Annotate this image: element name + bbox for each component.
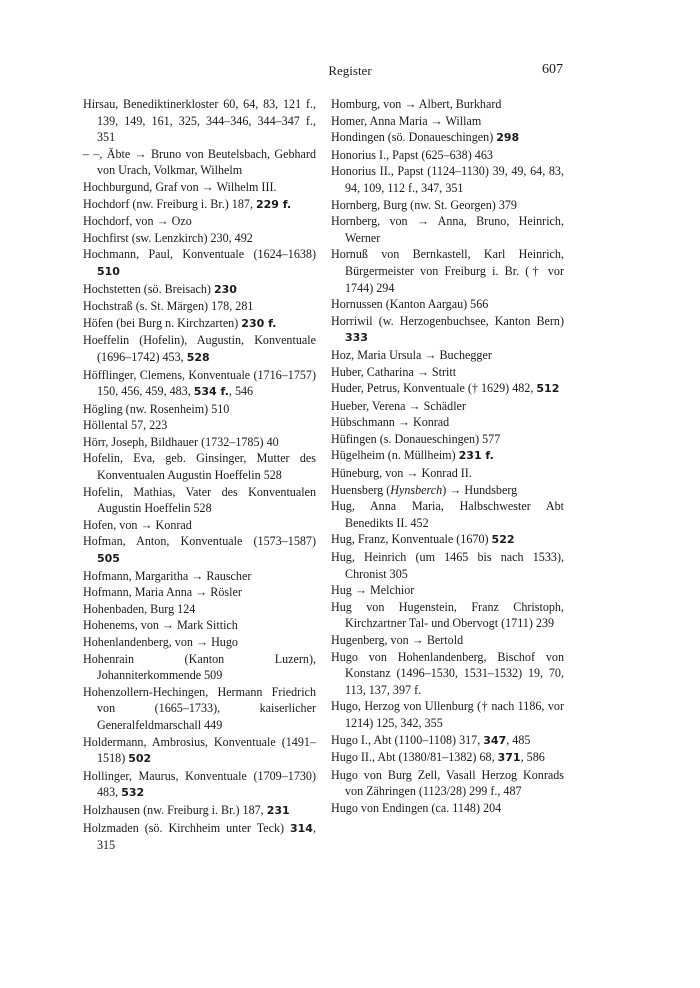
index-entry: Hofen, von → Konrad xyxy=(83,517,192,532)
index-column-left xyxy=(83,96,316,854)
index-entry: Hugo von Endingen (ca. 1148) 204 xyxy=(331,800,502,815)
index-entry: Honorius II., Papst (1124–1130) 39, 49, 64, 83, 94, 109, 112 f., 347, 351 xyxy=(331,164,564,195)
index-entry: Hochfirst (sw. Lenzkirch) 230, 492 xyxy=(83,230,253,245)
index-entry: Hoz, Maria Ursula → Buchegger xyxy=(331,347,492,362)
index-entry: Hofmann, Maria Anna → Rösler xyxy=(83,585,242,600)
index-entry: Hüfingen (s. Donaueschingen) 577 xyxy=(331,431,501,446)
index-entry: Hugo, Herzog von Ullenburg († nach 1186, vor 1214) 125, 342, 355 xyxy=(331,699,564,730)
index-entry: Hoeffelin (Hofelin), Augustin, Konventuale (1696–1742) 453, 528 xyxy=(83,333,316,364)
running-title: Register xyxy=(328,63,372,78)
index-entry: Hornuß von Bernkastell, Karl Heinrich, Bürgermeister von Freiburg i. Br. († vor 1744) 294 xyxy=(331,247,564,295)
index-entry: Höfen (bei Burg n. Kirchzarten) 230 f. xyxy=(83,315,277,330)
index-entry: Hügelheim (n. Müllheim) 231 f. xyxy=(331,448,494,463)
index-entry: Holdermann, Ambrosius, Konventuale (1491–1518) 502 xyxy=(83,734,316,766)
index-entry: Hug → Melchior xyxy=(331,583,415,598)
index-entry: Hondingen (sö. Donaueschingen) 298 xyxy=(331,130,520,145)
index-entry: Hohenrain (Kanton Luzern), Johanniterkommende 509 xyxy=(83,651,316,683)
page-header xyxy=(0,63,700,83)
index-entry: Hollinger, Maurus, Konventuale (1709–1730) 483, 532 xyxy=(83,768,316,800)
index-entry: Hohenlandenberg, von → Hugo xyxy=(83,635,238,649)
index-entry: Honorius I., Papst (625–638) 463 xyxy=(331,147,493,162)
index-entry: Höllental 57, 223 xyxy=(83,418,168,433)
index-entry: Hug, Heinrich (um 1465 bis nach 1533), Chronist 305 xyxy=(331,550,564,581)
index-column-right xyxy=(331,96,564,817)
index-entry: Hugo I., Abt (1100–1108) 317, 347, 485 xyxy=(331,732,531,747)
index-entry: Hofmann, Margaritha → Rauscher xyxy=(83,568,252,583)
index-entry: Hornberg, von → Anna, Bruno, Heinrich, Werner xyxy=(331,214,564,245)
index-entry: Holzmaden (sö. Kirchheim unter Teck) 314, 315 xyxy=(83,820,316,853)
index-entry: Hornussen (Kanton Aargau) 566 xyxy=(331,297,489,312)
index-entry: Homburg, von → Albert, Burkhard xyxy=(331,97,502,111)
index-entry: Huder, Petrus, Konventuale († 1629) 482, 512 xyxy=(331,381,560,396)
index-entry: Holzhausen (nw. Freiburg i. Br.) 187, 231 xyxy=(83,802,290,817)
index-entry: Hohenbaden, Burg 124 xyxy=(83,601,196,616)
index-entry: Hugo von Burg Zell, Vasall Herzog Konrads von Zähringen (1123/28) 299 f., 487 xyxy=(331,767,564,799)
index-entry: Hochstetten (sö. Breisach) 230 xyxy=(83,281,237,296)
index-entry: Hüneburg, von → Konrad II. xyxy=(331,466,472,481)
index-entry: Hueber, Verena → Schädler xyxy=(331,398,466,413)
index-entry: Hugo II., Abt (1380/81–1382) 68, 371, 586 xyxy=(331,750,545,765)
index-entry: Hochburgund, Graf von → Wilhelm III. xyxy=(83,179,277,194)
index-entry: Hohenzollern-Hechingen, Hermann Friedrich von (1665–1733), kaiserlicher Generalfeldmarschall 449 xyxy=(83,684,316,732)
index-entry: Hug, Anna Maria, Halbschwester Abt Benedikts II. 452 xyxy=(331,499,564,530)
index-entry: Huber, Catharina → Stritt xyxy=(331,364,457,379)
index-entry: Hug von Hugenstein, Franz Christoph, Kirchzartner Tal- und Obervogt (1711) 239 xyxy=(331,599,564,631)
page-number: 607 xyxy=(542,62,563,77)
index-entry: Hübschmann → Konrad xyxy=(331,415,450,430)
index-entry: Hugo von Hohenlandenberg, Bischof von Konstanz (1496–1530, 1531–1532) 19, 70, 113, 137, 397 f. xyxy=(331,649,564,697)
index-entry: Hofman, Anton, Konventuale (1573–1587) 505 xyxy=(83,534,316,566)
index-entry: Hug, Franz, Konventuale (1670) 522 xyxy=(331,532,515,547)
index-entry: Horriwil (w. Herzogenbuchsee, Kanton Bern) 333 xyxy=(331,313,564,345)
index-entry: Hugenberg, von → Bertold xyxy=(331,633,464,647)
index-entry: Homer, Anna Maria → Willam xyxy=(331,113,482,128)
index-entry: Hochdorf (nw. Freiburg i. Br.) 187, 229 f. xyxy=(83,196,292,211)
index-entry: Hochdorf, von → Ozo xyxy=(83,214,192,229)
index-entry: Hohenems, von → Mark Sittich xyxy=(83,618,238,633)
index-entry: – –, Äbte → Bruno von Beutelsbach, Gebhard von Urach, Volkmar, Wilhelm xyxy=(83,146,316,178)
index-entry: Höfflinger, Clemens, Konventuale (1716–1757) 150, 456, 459, 483, 534 f., 546 xyxy=(83,367,316,399)
index-entry: Hochstraß (s. St. Märgen) 178, 281 xyxy=(83,299,254,314)
index-entry: Hörr, Joseph, Bildhauer (1732–1785) 40 xyxy=(83,434,279,449)
index-entry: Hornberg, Burg (nw. St. Georgen) 379 xyxy=(331,197,517,212)
index-entry: Hofelin, Eva, geb. Ginsinger, Mutter des Konventualen Augustin Hoeffelin 528 xyxy=(83,451,316,483)
index-entry: Huensberg (Hynsberch) → Hundsberg xyxy=(331,482,518,497)
index-entry: Hirsau, Benediktinerkloster 60, 64, 83, 121 f., 139, 149, 161, 325, 344–346, 344–347 f., 351 xyxy=(83,97,316,145)
index-entry: Hochmann, Paul, Konventuale (1624–1638) 510 xyxy=(83,247,316,278)
index-entry: Hofelin, Mathias, Vater des Konventualen Augustin Hoeffelin 528 xyxy=(83,484,316,516)
index-entry: Högling (nw. Rosenheim) 510 xyxy=(83,401,230,416)
